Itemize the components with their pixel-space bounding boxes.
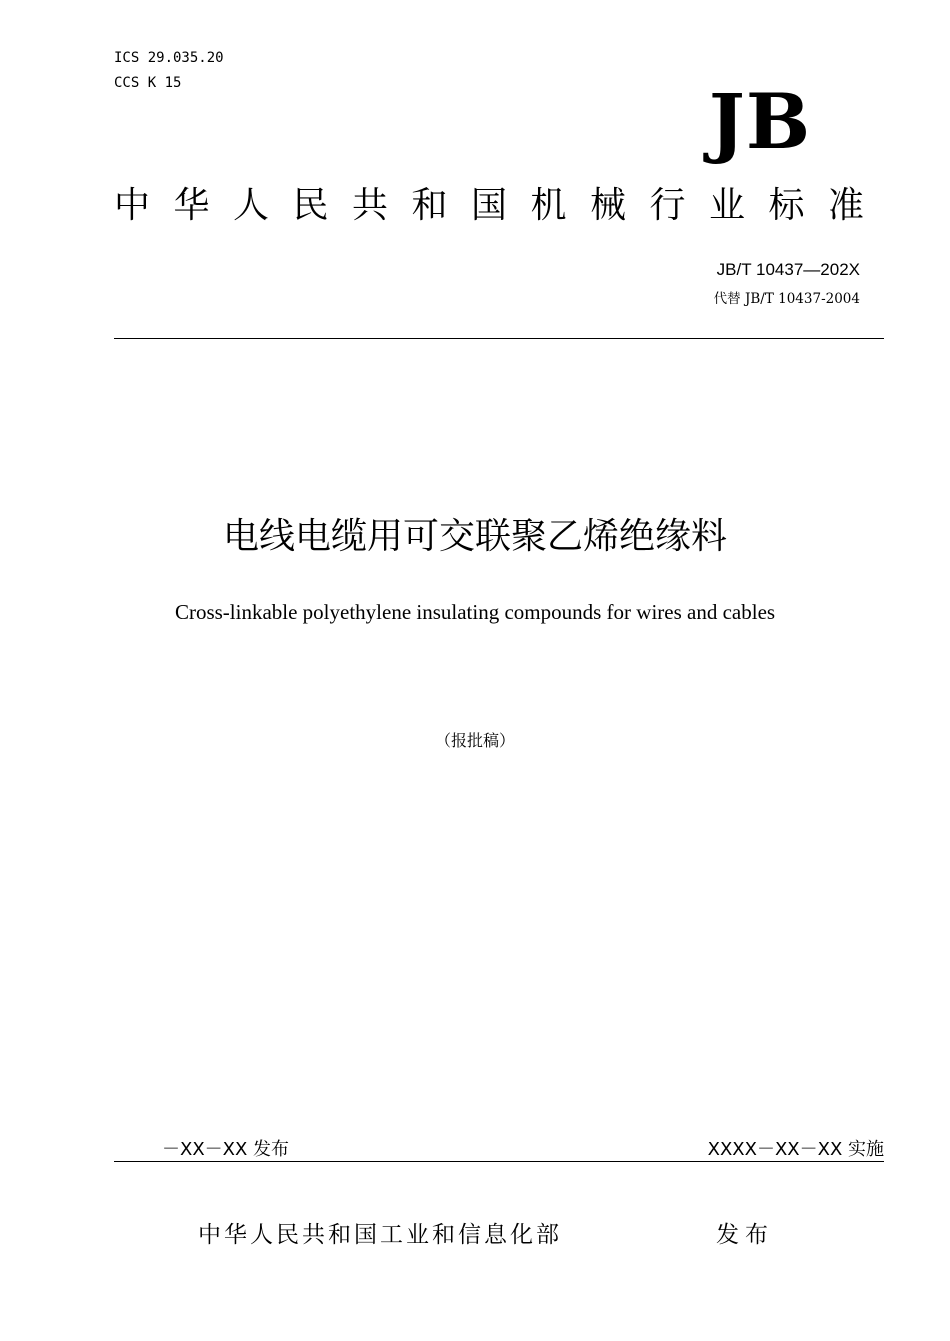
standard-category-title: 中华人民共和国机械行业标准 bbox=[114, 185, 888, 226]
publish-label: 发布 bbox=[716, 1222, 774, 1248]
document-title-chinese: 电线电缆用可交联聚乙烯绝缘料 bbox=[222, 516, 727, 557]
replaces-standard: 代替 JB/T 10437-2004 bbox=[713, 291, 860, 307]
ics-code: ICS 29.035.20 bbox=[114, 50, 224, 66]
standard-number: JB/T 10437—202X bbox=[716, 260, 860, 279]
document-title-english: Cross-linkable polyethylene insulating compounds for wires and cables bbox=[174, 600, 776, 624]
ccs-code: CCS K 15 bbox=[114, 75, 182, 91]
implementation-date: XXXX－XX－XX 实施 bbox=[707, 1139, 884, 1160]
issue-date: －XX－XX 发布 bbox=[162, 1139, 290, 1160]
bottom-divider bbox=[114, 1161, 884, 1162]
jb-logo: JB bbox=[708, 77, 812, 166]
draft-status: （报批稿） bbox=[434, 731, 515, 750]
top-divider bbox=[114, 338, 884, 339]
publisher-name: 中华人民共和国工业和信息化部 bbox=[198, 1222, 562, 1248]
